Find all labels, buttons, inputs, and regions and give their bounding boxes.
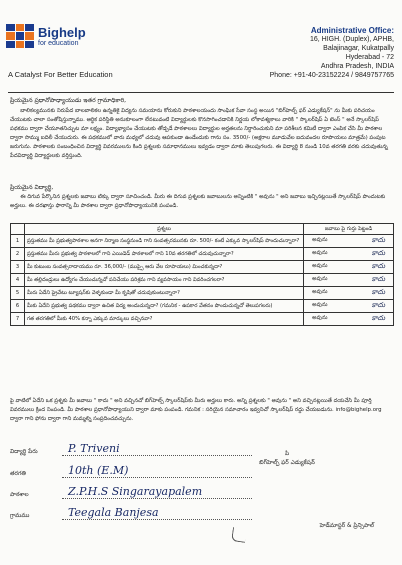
intro-paragraph: బాలికల్యమునకు నిరుపేద బాలబాలికల ఉన్నతికై విద్యను సమయాను కోరుకుని పాఠశాలయందు సాంఘిక సేవా సంస్థ అయిన "బిగ్‌హెల్ప్ ఫర్ ఎడ్యుకేషన్" ను మీకు పరిచయం చేయుటకు చాలా సంతోషిస్తున్నాము. ఆర్థిక పరిస్థితి అనుకూలంగా లేనటువంటి విద్యార్థులకు కొనసాగించడానికి నిర్ణయ లోకావశ్యకాలు వారికి " స్కాలర్‌షిప్ ఏ టెంస్ " అనే స్కాలర్‌షిప్ పథకము ద్వారా చేయూతనిచ్చుట మా లక్ష్యం. విద్యాభ్యాసం చేయుటకు తోడ్పడే పాఠశాలలు విద్యార్థుల అర్హతలను నిర్ధారించుకుని మా పరిశీలన కమిటీ ద్వారా ఎంపిక చేసి మీ పాఠశాల ద్వారా సొమ్ము బదిలీ చేయుదురు. ఈ పథకములో వారు మధ్యలో చదువు ఆపకుండా ఉండేందుకు గాను సం. 3500/- (అక్షరాల మూడువేల ఐదువందల రూపాయలు మాత్రమే) పంపుట జరుగును. పాఠశాలకు సంబంధించిన విద్యార్థి వివరములను కింది ప్రశ్నలకు సమాధానములు ఇవ్వడం ద్వారా మాకు తెలుపుగలరు. ఈ విద్యార్థి 8 నుండి 10వ తరగతి వరకు చదువుతున్న పేదవిద్యార్థి విద్యార్థులకు వర్తిస్తుంది. [10, 108, 390, 159]
table-header-no [11, 224, 25, 235]
row-question: ప్రస్తుతము మీ ప్రభుత్వపాఠశాల అనగా నిర్మాణ సంస్థనుండి గాని సంవత్సరమునకు రూ. 500/- కంటే ఎక్కువ స్కాలర్‌షిప్ పొందుచున్నారా? [24, 235, 303, 248]
principal-label: హెడ్‌మాస్టర్ & ప్రిన్సిపాల్ [319, 523, 374, 529]
table-row [11, 274, 394, 287]
answer-no[interactable]: కాదు [371, 314, 385, 322]
signature-block [232, 450, 342, 468]
row-number: 4 [11, 274, 25, 287]
school-row [10, 483, 252, 499]
student-name-label: విద్యార్థి పేరు [10, 449, 38, 455]
office-line: Hyderabad - 72 [345, 54, 394, 61]
row-number: 2 [11, 248, 25, 261]
answer-yes[interactable]: అవును [312, 263, 328, 269]
row-number: 1 [11, 235, 25, 248]
answer-no[interactable]: కాదు [371, 249, 385, 257]
office-title: Administrative Office: [310, 26, 394, 35]
row-number: 6 [11, 300, 25, 313]
table-header-answer: జవాబు పై గుర్తు పెట్టండి [304, 224, 394, 235]
row-number: 5 [11, 287, 25, 300]
table-row [11, 248, 394, 261]
tagline: A Catalyst For Better Education [8, 70, 113, 79]
row-question: మీరు ఏదేని ప్రైవేటు ట్యూషన్‌కు వెళ్ళకుండా మీ కృషితో చదువుకుంటున్నారా? [24, 287, 303, 300]
answer-no[interactable]: కాదు [371, 275, 385, 283]
table-row [11, 313, 394, 326]
answer-yes[interactable]: అవును [312, 250, 328, 256]
table-row [11, 300, 394, 313]
student-salutation: ప్రియమైన విద్యార్థి, [10, 184, 54, 191]
answer-no[interactable]: కాదు [371, 288, 385, 296]
signature-line: పి [284, 451, 290, 457]
brand-name: Bighelp [38, 25, 86, 40]
village-label: గ్రామము [10, 513, 30, 519]
school-field[interactable]: Z.P.H.S Singarayapalem [62, 485, 252, 499]
office-phone: Phone: +91-40-23152224 / 9849757765 [269, 72, 394, 79]
row-question: మీ కుటుంబ సంవత్సరాదాయము రూ. 36,000/- (ముప్పై ఆరు వేల రూపాయలు) మించకున్నదా? [24, 261, 303, 274]
salutation: ప్రియమైన ప్రధానోపాధ్యాయుడు ఇతర గ్రామాధికారి, [10, 97, 127, 104]
signature-org: బిగ్‌హెల్ప్ ఫర్ ఎడ్యుకేషన్ [259, 460, 315, 466]
class-field[interactable]: 10th (E.M) [62, 464, 252, 478]
office-line: 16, HIGH. (Duplex), APHB, [309, 36, 394, 43]
brand-subtitle: for education [38, 40, 79, 47]
table-header-row [11, 224, 394, 235]
answer-yes[interactable]: అవును [312, 289, 328, 295]
row-question: మీకు ఏదేని ప్రభుత్వ పథకము ద్వారా ఉచిత విద్య అందుచున్నదా? (గమనిక - ఉపకార వేతనం పొందుచున్నచో తెలుపగలరు) [24, 300, 303, 313]
table-row [11, 287, 394, 300]
instruction-paragraph: ఈ దిగువ పేర్కొనిన ప్రశ్నలకు జవాబు టిక్కు ద్వారా సూచించండి. మీరు ఈ దిగువ ప్రశ్నలకు జవాబులను అన్నింటికి " అవును " అని జవాబు ఇచ్చినట్లయితే స్కాలర్‌షిప్ పొందుటకు అర్హులు. ఈ దరఖాస్తు ఫారాన్ని మీ పాఠశాల ద్వారా ప్రధానోపాధ్యాయునికి పంపండి. [10, 194, 388, 209]
row-question: గత తరగతిలో మీకు 40% కన్నా ఎక్కువ మార్కులు వచ్చినవా? [24, 313, 303, 326]
answer-yes[interactable]: అవును [312, 276, 328, 282]
table-row [11, 261, 394, 274]
answer-yes[interactable]: అవును [312, 315, 328, 321]
row-number: 7 [11, 313, 25, 326]
row-number: 3 [11, 261, 25, 274]
village-row [10, 504, 252, 520]
answer-no[interactable]: కాదు [371, 236, 385, 244]
signature-mark [231, 527, 247, 543]
office-address [224, 26, 394, 80]
row-question: మీ తల్లిదండ్రులు ఉద్యోగం చేయుచున్నచో పనిచేయు పరిశ్రమ గాని వ్యవసాయం గాని వివరించగలరా? [24, 274, 303, 287]
village-field[interactable]: Teegala Banjesa [62, 506, 252, 520]
class-row [10, 462, 252, 478]
office-line: Andhra Pradesh, INDIA [320, 63, 394, 70]
answer-yes[interactable]: అవును [312, 237, 328, 243]
student-name-field[interactable]: P. Triveni [62, 442, 252, 456]
office-line: Balajinagar, Kukatpally [323, 45, 394, 52]
class-label: తరగతి [10, 471, 26, 477]
closing-paragraph: పై వాటిలో ఏదేని ఒక ప్రశ్నకు మీ జవాబు " కాదు " అని వచ్చినచో బిగ్‌హెల్ప్ స్కాలర్‌షిప్‌కు మీరు అర్హులు కారు. అన్ని ప్రశ్నలకు " అవును " అని వచ్చినట్లయితే దయచేసి మీ పూర్తి వివరములు క్రింద నింపండి. మీ పాఠశాల ప్రధానోపాధ్యాయుని ద్వారా మాకు పంపండి. గమనిక : సరియైన సమాచారం ఇవ్వనిచో స్కాలర్‌షిప్ రద్దు చేయబడును. info@bighelp.org ద్వారా గాని ఫోను ద్వారా గాని మమ్మల్ని సంప్రదించవచ్చును. [10, 398, 384, 422]
school-label: పాఠశాల [10, 492, 29, 498]
answer-no[interactable]: కాదు [371, 301, 385, 309]
table-header-questions: ప్రశ్నలు [24, 224, 303, 235]
eligibility-table [10, 223, 394, 326]
header-divider [8, 92, 394, 93]
table-row [11, 235, 394, 248]
answer-yes[interactable]: అవును [312, 302, 328, 308]
row-question: ప్రస్తుతము మీరు ప్రభుత్వ పాఠశాలలో గాని ఎయిడెడ్ పాఠశాలలో గాని 10వ తరగతిలో చదువుచున్నారా? [24, 248, 303, 261]
student-name-row [10, 440, 252, 456]
answer-no[interactable]: కాదు [371, 262, 385, 270]
bighelp-logo-icon [6, 24, 34, 48]
